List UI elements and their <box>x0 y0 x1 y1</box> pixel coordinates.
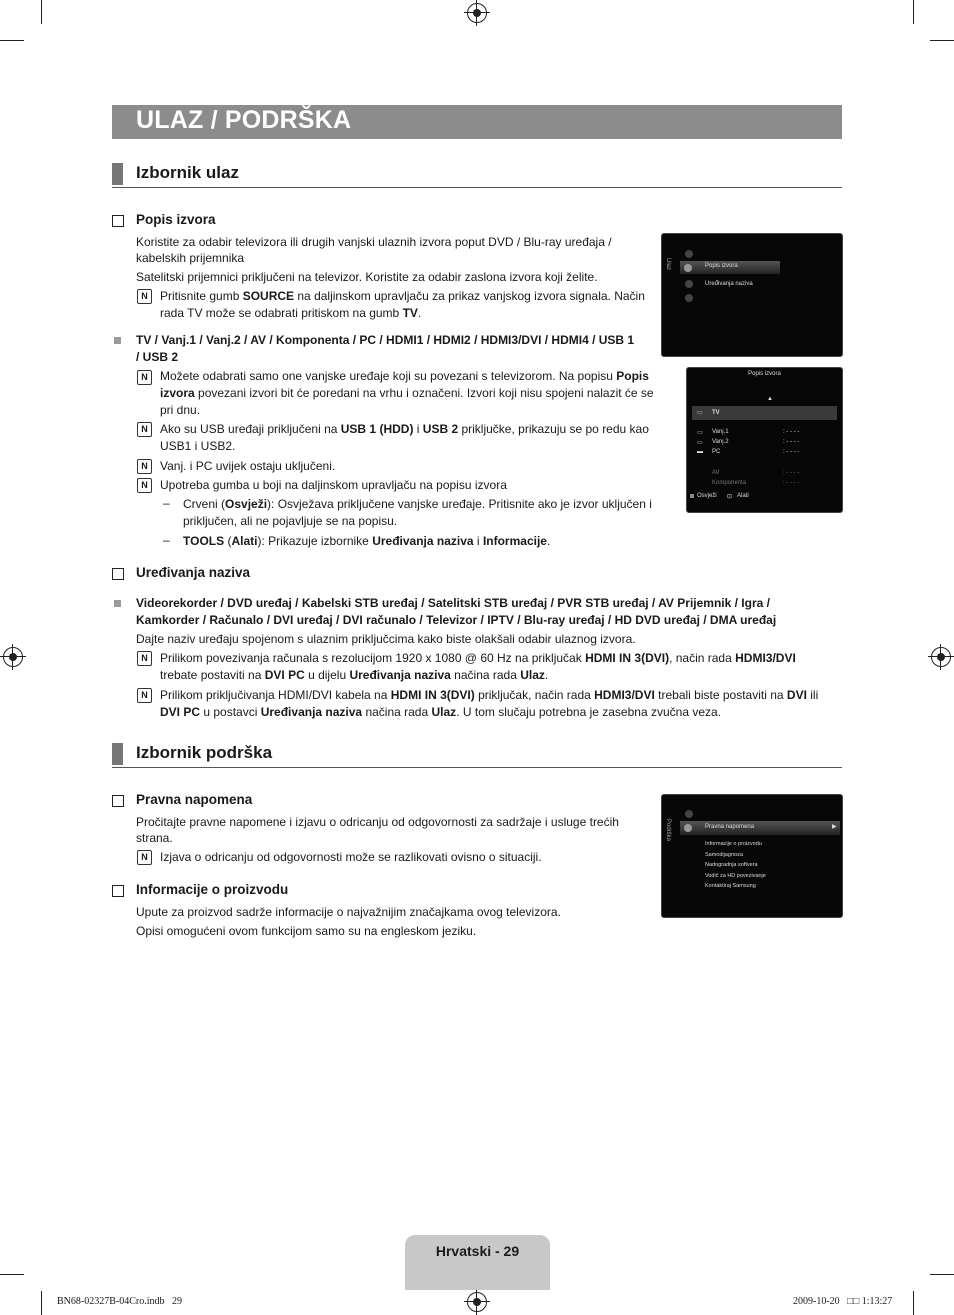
dash-bullet: – <box>163 533 170 547</box>
menu-item: Uređivanja naziva <box>705 281 753 287</box>
note-text: USB1 i USB2. <box>160 439 236 453</box>
section-header-izbornik-ulaz <box>112 163 842 188</box>
source-list: / USB 2 <box>136 350 179 364</box>
tv-source-list-screenshot: Popis izvora ▲ ▭ TV ▭ Vanj.1 : - - - - ▭ Vanj.2 : - - - - ▬ PC : - - - - AV : - - - - Komponenta : - - - - Osvježi ⊡ Alati <box>686 367 843 513</box>
note-text: Prilikom priključivanja HDMI/DVI kabela na HDMI IN 3(DVI) priključak, način rada HDMI3/DVI trebali biste postaviti na DVI ili <box>160 688 819 702</box>
subheading-pravna-napomena: Pravna napomena <box>136 792 253 807</box>
paragraph: Koristite za odabir televizora ili drugih vanjski ulaznih izvora poput DVD / Blu-ray uređaja / <box>136 235 612 249</box>
print-info-left: BN68-02327B-04Cro.indb 29 <box>57 1296 182 1307</box>
menu-side-label: Podrška <box>665 819 671 842</box>
paragraph: Pročitajte pravne napomene i izjavu o odricanju od odgovornosti za sadržaje i usluge trećih <box>136 815 619 829</box>
input-icon <box>685 810 693 818</box>
note-text: pri dnu. <box>160 403 201 417</box>
refresh-label: Osvježi <box>697 493 717 499</box>
checkbox-bullet-icon <box>112 795 124 807</box>
source-row-name: Komponenta <box>712 480 747 486</box>
page-title-bar <box>112 105 842 139</box>
crop-mark <box>41 1291 42 1315</box>
note-text: Upotreba gumba u boji na daljinskom upravljaču na popisu izvora <box>160 478 507 492</box>
paragraph: Dajte naziv uređaju spojenom s ulaznim priključcima kako biste olakšali odabir ulaznog izvora. <box>136 632 636 646</box>
dash-bullet: – <box>163 496 170 510</box>
section-title: Izbornik ulaz <box>136 163 239 182</box>
support-icon <box>684 824 692 832</box>
note-icon: N <box>137 478 152 493</box>
note-icon: N <box>137 459 152 474</box>
source-row-name: PC <box>712 449 721 455</box>
source-row-name: Vanj.1 <box>712 429 729 435</box>
note-icon: N <box>137 422 152 437</box>
setup-icon <box>685 250 693 258</box>
section-title: Izbornik podrška <box>136 743 273 762</box>
note-text: rada TV može se odabrati pritiskom na gumb TV. <box>160 306 422 320</box>
crop-mark <box>41 0 42 24</box>
note-text: Možete odabrati samo one vanjske uređaje koji su povezani s televizorom. Na popisu Popis <box>160 369 649 383</box>
menu-item: Kontaktiraj Samsung <box>705 883 756 889</box>
arrow-right-icon: ▶ <box>832 824 837 830</box>
crop-mark <box>0 40 24 41</box>
note-text: trebate postaviti na DVI PC u dijelu Uređivanja naziva načina rada Ulaz. <box>160 668 549 682</box>
source-row-name: TV <box>712 410 720 416</box>
dash-text: priključen, ali ne pojavljuje se na popisu. <box>183 514 398 528</box>
crop-mark <box>930 40 954 41</box>
checkbox-bullet-icon <box>112 885 124 897</box>
note-text: Pritisnite gumb SOURCE na daljinskom upravljaču za prikaz vanjskog izvora signala. Način <box>160 289 645 303</box>
menu-icon <box>685 294 693 302</box>
red-button-icon <box>690 494 694 498</box>
paragraph: Opisi omogućeni ovom funkcijom samo su na engleskom jeziku. <box>136 924 477 938</box>
note-text: DVI PC u postavci Uređivanja naziva načina rada Ulaz. U tom slučaju potrebna je zasebna zvučna veza. <box>160 705 722 719</box>
registration-mark-icon <box>467 1292 487 1312</box>
subheading-uredivanja-naziva: Uređivanja naziva <box>136 565 251 580</box>
checkbox-bullet-icon <box>112 215 124 227</box>
tv-menu-screenshot-podrska <box>661 794 843 918</box>
menu-item: Vodič za HD povezivanje <box>705 873 766 879</box>
square-bullet-icon <box>114 337 121 344</box>
source-row-name: AV <box>712 470 720 476</box>
menu-item: Informacije o proizvodu <box>705 841 762 847</box>
crop-mark <box>930 1274 954 1275</box>
note-text: Izjava o odricanju od odgovornosti može se razlikovati ovisno o situaciji. <box>160 850 542 864</box>
source-row-value: : - - - - <box>783 480 800 486</box>
source-row-name: Vanj.2 <box>712 439 729 445</box>
square-bullet-icon <box>114 600 121 607</box>
menu-item: Samodijagnoza <box>705 852 743 858</box>
note-icon: N <box>137 289 152 304</box>
source-row-value: : - - - - <box>783 429 800 435</box>
page-number: Hrvatski - 29 <box>435 1243 520 1259</box>
section-header-izbornik-podrska <box>112 743 842 768</box>
crop-mark <box>0 1274 24 1275</box>
source-list: TV / Vanj.1 / Vanj.2 / AV / Komponenta / PC / HDMI1 / HDMI2 / HDMI3/DVI / HDMI4 / USB 1 <box>136 333 635 347</box>
paragraph: kabelskih prijemnika <box>136 251 245 265</box>
tools-label: Alati <box>737 493 749 499</box>
note-icon: N <box>137 688 152 703</box>
crop-mark <box>913 1291 914 1315</box>
source-row-value: : - - - - <box>783 449 800 455</box>
registration-mark-icon <box>467 3 487 23</box>
menu-item: Pravna napomena <box>705 824 755 830</box>
note-text: Prilikom povezivanja računala s rezolucijom 1920 x 1080 @ 60 Hz na priključak HDMI IN 3(DVI), način rada HDMI3/DVI <box>160 651 796 665</box>
print-info-right: 2009-10-20 □□ 1:13:27 <box>793 1296 893 1307</box>
subheading-popis-izvora: Popis izvora <box>136 212 216 227</box>
paragraph: Upute za proizvod sadrže informacije o najvažnijim značajkama ovog televizora. <box>136 905 561 919</box>
dash-text: Crveni (Osvježi): Osvježava priključene vanjske uređaje. Pritisnite ako je izvor uključen i <box>183 497 652 511</box>
note-text: Ako su USB uređaji priključeni na USB 1 (HDD) i USB 2 priključke, prikazuju se po redu kao <box>160 422 649 436</box>
source-row-value: : - - - - <box>783 439 800 445</box>
checkbox-bullet-icon <box>112 568 124 580</box>
tools-icon: ⊡ <box>727 494 733 500</box>
note-icon: N <box>137 850 152 865</box>
note-icon: N <box>137 651 152 666</box>
arrow-up-icon: ▲ <box>767 396 773 402</box>
note-text: izvora povezani izvori bit će poredani na vrhu i označeni. Izvori koji nisu spojeni nalazit će se <box>160 386 654 400</box>
note-text: Vanj. i PC uvijek ostaju uključeni. <box>160 459 336 473</box>
subheading-informacije: Informacije o proizvodu <box>136 882 289 897</box>
registration-mark-icon <box>931 647 951 667</box>
page-title: ULAZ / PODRŠKA <box>136 106 352 134</box>
tv-menu-screenshot-ulaz <box>661 233 843 357</box>
source-row-value: : - - - - <box>783 470 800 476</box>
menu-item: Nadogradnja softvera <box>705 862 758 868</box>
device-list: Kamkorder / Računalo / DVI uređaj / DVI računalo / Televizor / IPTV / Blu-ray uređaj / HD DVD uređaj / DMA uređaj <box>136 613 777 627</box>
input-icon <box>684 264 692 272</box>
menu-item: Popis izvora <box>705 263 738 269</box>
paragraph: strana. <box>136 831 173 845</box>
menu-side-label: Ulaz <box>665 258 671 271</box>
tv-icon: ▭ <box>697 410 703 416</box>
note-icon: N <box>137 370 152 385</box>
source-list-title: Popis izvora <box>748 371 781 377</box>
crop-mark <box>913 0 914 24</box>
support-icon <box>685 280 693 288</box>
dash-text: TOOLS (Alati): Prikazuje izbornike Uređivanja naziva i Informacije. <box>183 534 551 548</box>
device-list: Videorekorder / DVD uređaj / Kabelski STB uređaj / Satelitski STB uređaj / PVR STB uređaj / AV Prijemnik / Igra / <box>136 596 770 610</box>
registration-mark-icon <box>3 647 23 667</box>
paragraph: Satelitski prijemnici priključeni na televizor. Koristite za odabir zaslona izvora koji želite. <box>136 270 598 284</box>
page-number-tab <box>405 1235 550 1290</box>
